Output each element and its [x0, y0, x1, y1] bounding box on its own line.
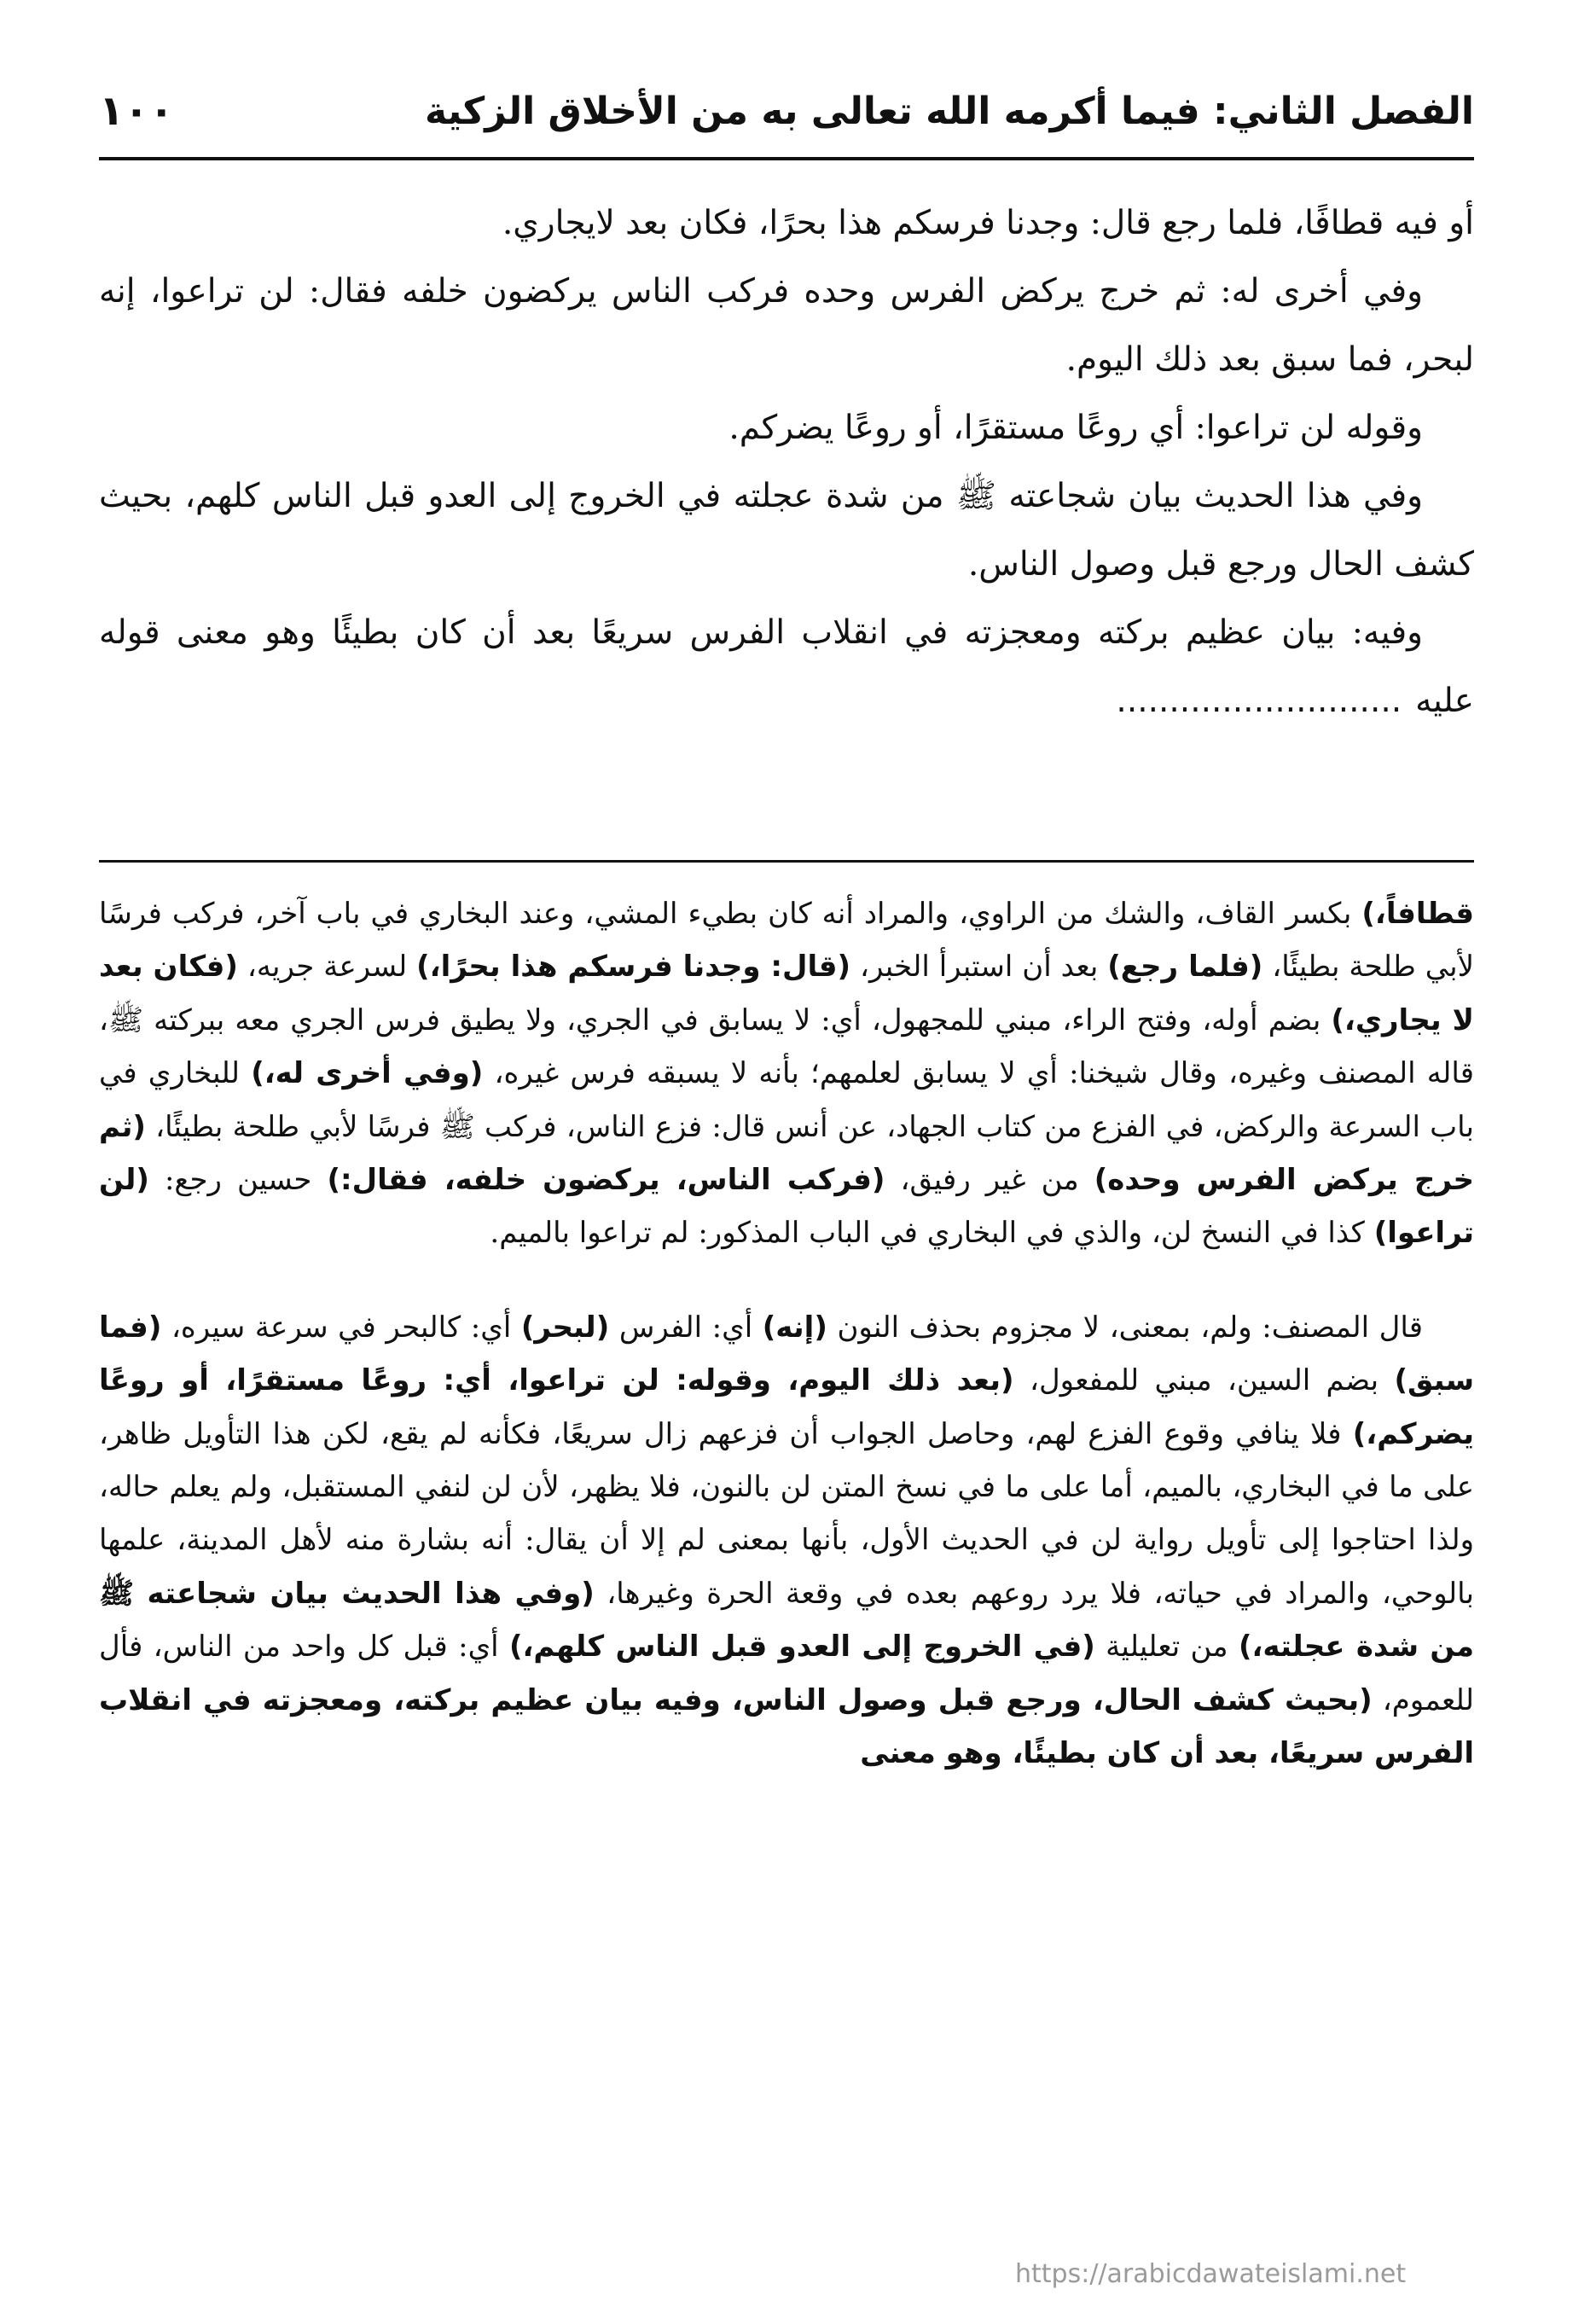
- quoted-matn-text: (وفي أخرى له،): [251, 1056, 484, 1091]
- commentary-text: كذا في النسخ لن، والذي في البخاري في الباب المذكور: لم تراعوا بالميم.: [490, 1216, 1374, 1251]
- quoted-matn-text: قطافاً،): [1361, 897, 1474, 931]
- main-paragraph: وفي أخرى له: ثم خرج يركض الفرس وحده فركب الناس يركضون خلفه فقال: لن تراعوا، إنه لبحر، فما سبق بعد ذلك اليوم.: [99, 272, 1474, 379]
- footnote-divider: [99, 860, 1474, 863]
- quoted-matn-text: (بعد ذلك اليوم، وقوله: لن تراعوا، أي: روعًا مستقرًا، أو روعًا يضركم،): [99, 1363, 1474, 1451]
- commentary-text: بكسر القاف، والشك من الراوي، والمراد أنه كان بطيء المشي، وعند البخاري في باب آخر، فركب فرسًا لأبي طلحة بطيئًا،: [99, 897, 1474, 985]
- commentary-paragraph-1: [99, 887, 1474, 1260]
- commentary-text: حسين رجع:: [148, 1163, 328, 1198]
- quoted-matn-text: (في الخروج إلى العدو قبل الناس كلهم،): [508, 1630, 1095, 1665]
- commentary: [99, 887, 1474, 1781]
- commentary-text: من غير رفيق،: [885, 1163, 1094, 1198]
- main-text: [99, 189, 1474, 735]
- continuation-dots: ...........................: [1116, 682, 1402, 720]
- quoted-matn-text: (فكان بعد لا يجاري،): [99, 950, 1475, 1037]
- commentary-text: من تعليلية: [1094, 1630, 1239, 1665]
- quoted-matn-text: (ثم خرج يركض الفرس وحده): [99, 1109, 1475, 1198]
- page-number: ١٠٠: [99, 87, 174, 135]
- main-paragraph: وفي هذا الحديث بيان شجاعته ﷺ من شدة عجلته في الخروج إلى العدو قبل الناس كلهم، بحيث كشف الحال ورجع قبل وصول الناس.: [99, 477, 1474, 584]
- quoted-matn-text: (إنه): [762, 1310, 827, 1345]
- commentary-text: قال المصنف: ولم، بمعنى، لا مجزوم بحذف النون: [827, 1310, 1423, 1345]
- watermark-url: https://arabicdawateislami.net: [1015, 2259, 1407, 2289]
- commentary-text: أي: قبل كل واحد من الناس، فأل للعموم،: [99, 1630, 1474, 1717]
- commentary-text: بعد أن استبرأ الخبر،: [850, 950, 1108, 985]
- commentary-text: أي: كالبحر في سرعة سيره،: [161, 1310, 521, 1345]
- main-paragraph: أو فيه قطافًا، فلما رجع قال: وجدنا فرسكم هذا بحرًا، فكان بعد لايجاري.: [502, 204, 1474, 242]
- main-paragraph-last: [99, 599, 1474, 735]
- commentary-text: للبخاري في باب السرعة والركض، في الفزع من كتاب الجهاد، عن أنس قال: فزع الناس، فركب ﷺ فرسًا لأبي طلحة بطيئًا،: [99, 1056, 1474, 1144]
- commentary-text: بضم أوله، وفتح الراء، مبني للمجهول، أي: لا يسابق في الجري، ولا يطيق فرس الجري معه ببركته ﷺ، قاله المصنف وغيره، وقال شيخنا: أي لا يسابق لعلمهم؛ بأنه لا يسبقه فرس غيره،: [99, 1002, 1475, 1091]
- quoted-matn-text: (وفي هذا الحديث بيان شجاعته ﷺ من شدة عجلته،): [99, 1576, 1474, 1665]
- commentary-text: لسرعة جريه،: [237, 950, 417, 985]
- quoted-matn-text: (لبحر): [520, 1310, 610, 1345]
- header-divider: [99, 157, 1474, 160]
- quoted-matn-text: (بحيث كشف الحال، ورجع قبل وصول الناس، وفيه بيان عظيم بركته، ومعجزته في انقلاب الفرس سريعًا، بعد أن كان بطيئًا، وهو معنى: [99, 1682, 1474, 1771]
- quoted-matn-text: (قال: وجدنا فرسكم هذا بحرًا،): [416, 950, 851, 985]
- quoted-matn-text: (فركب الناس، يركضون خلفه، فقال:): [327, 1163, 885, 1198]
- chapter-title: الفصل الثاني: فيما أكرمه الله تعالى به من الأخلاق الزكية: [425, 89, 1474, 133]
- quoted-matn-text: (فلما رجع): [1107, 950, 1263, 985]
- running-header: [99, 77, 1474, 145]
- main-paragraph-text: وفيه: بيان عظيم بركته ومعجزته في انقلاب الفرس سريعًا بعد أن كان بطيئًا وهو معنى قوله عليه: [99, 613, 1474, 720]
- commentary-text: أي: الفرس: [609, 1310, 763, 1345]
- commentary-paragraph-2: [99, 1301, 1474, 1781]
- quoted-matn-text: (لن تراعوا): [99, 1163, 1474, 1251]
- main-paragraph: وقوله لن تراعوا: أي روعًا مستقرًا، أو روعًا يضركم.: [728, 409, 1423, 447]
- commentary-text: فلا ينافي وقوع الفزع لهم، وحاصل الجواب أن فزعهم زال سريعًا، فكأنه لم يقع، لكن هذا التأويل ظاهر، على ما في البخاري، بالميم، أما على ما في نسخ المتن لن بالنون، فلا يظهر، لأن لن لنفي المستقبل، ولم يعلم حاله، ولذا احتاجوا إلى تأويل رواية لن في الحديث الأول، بأنها بمعنى لم إلا أن يقال: أنه بشارة منه لأهل المدينة، علمها بالوحي، والمراد في حياته، فلا يرد روعهم بعده في وقعة الحرة وغيرها،: [99, 1416, 1475, 1611]
- commentary-text: بضم السين، مبني للمفعول،: [1013, 1363, 1395, 1398]
- quoted-matn-text: (فما سبق): [99, 1310, 1474, 1398]
